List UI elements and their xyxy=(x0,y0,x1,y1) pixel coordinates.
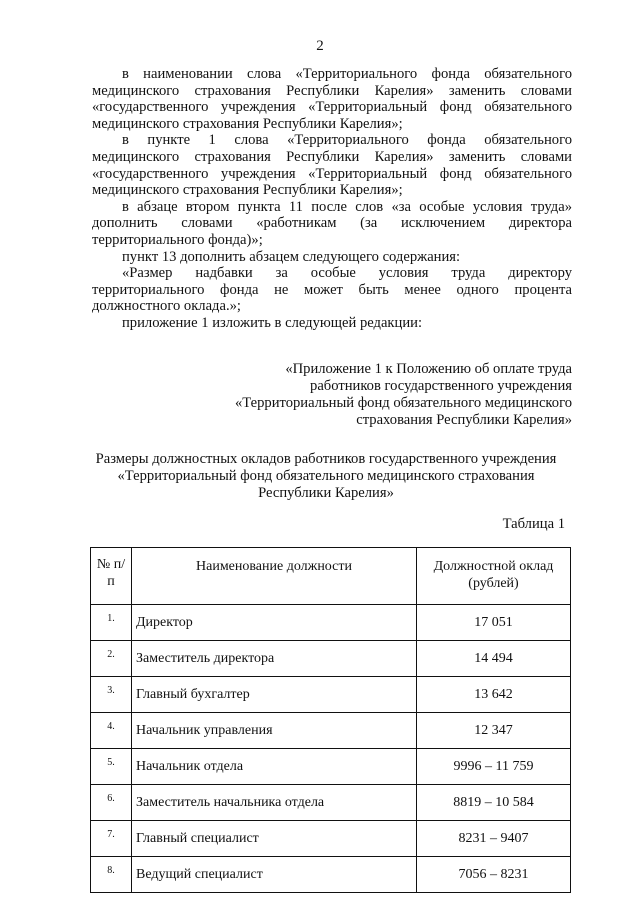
row-number: 3. xyxy=(91,677,132,713)
table-row xyxy=(91,749,571,785)
row-position: Заместитель директора xyxy=(132,641,417,677)
row-salary: 8231 – 9407 xyxy=(417,821,571,857)
row-position: Главный специалист xyxy=(132,821,417,857)
title-line-3: Республики Карелия» xyxy=(258,485,394,501)
row-position: Ведущий специалист xyxy=(132,857,417,893)
row-number: 6. xyxy=(91,785,132,821)
row-position: Начальник управления xyxy=(132,713,417,749)
header-position: Наименование должности xyxy=(132,548,417,605)
appendix-line-3: «Территориальный фонд обязательного медицинского xyxy=(234,395,572,411)
row-number: 2. xyxy=(91,641,132,677)
table-row xyxy=(91,713,571,749)
document-title xyxy=(80,451,572,502)
table-row xyxy=(91,857,571,893)
appendix-line-1: «Приложение 1 к Положению об оплате труда xyxy=(285,361,572,377)
row-number: 4. xyxy=(91,713,132,749)
row-salary: 7056 – 8231 xyxy=(417,857,571,893)
paragraph-2: в пункте 1 слова «Территориального фонда обязательного медицинского страхования Республики Карелия» заменить словами «государственного учреждения «Территориальный фонд обязательного медицинского страхования Республики Карелия»; xyxy=(92,132,572,199)
row-salary: 8819 – 10 584 xyxy=(417,785,571,821)
row-salary: 13 642 xyxy=(417,677,571,713)
table-row xyxy=(91,785,571,821)
paragraph-3: в абзаце втором пункта 11 после слов «за особые условия труда» дополнить словами «работникам (за исключением директора территориального фонда)»; xyxy=(92,198,572,248)
row-position: Начальник отдела xyxy=(132,749,417,785)
row-position: Заместитель начальника отдела xyxy=(132,785,417,821)
paragraph-1: в наименовании слова «Территориального фонда обязательного медицинского страхования Республики Карелия» заменить словами «государственного учреждения «Территориальный фонд обязательного медицинского страхования Республики Карелия»; xyxy=(92,66,572,132)
table-label: Таблица 1 xyxy=(502,516,565,532)
table-row xyxy=(91,821,571,857)
row-salary: 14 494 xyxy=(417,641,571,677)
page-number: 2 xyxy=(316,38,324,54)
row-position: Директор xyxy=(132,605,417,641)
header-salary: Должностной оклад (рублей) xyxy=(417,548,571,605)
row-salary: 9996 – 11 759 xyxy=(417,749,571,785)
row-number: 8. xyxy=(91,857,132,893)
row-number: 5. xyxy=(91,749,132,785)
appendix-line-4: страхования Республики Карелия» xyxy=(356,412,572,428)
paragraph-5: «Размер надбавки за особые условия труда директору территориального фонда не может быть менее одного процента должностного оклада.»; xyxy=(92,265,572,315)
appendix-reference xyxy=(152,361,572,429)
row-salary: 12 347 xyxy=(417,713,571,749)
row-salary: 17 051 xyxy=(417,605,571,641)
table-row xyxy=(91,641,571,677)
paragraph-4: пункт 13 дополнить абзацем следующего содержания: xyxy=(122,248,461,265)
row-number: 1. xyxy=(91,605,132,641)
row-position: Главный бухгалтер xyxy=(132,677,417,713)
paragraph-6: приложение 1 изложить в следующей редакции: xyxy=(122,314,422,331)
table-row xyxy=(91,677,571,713)
title-line-2: «Территориальный фонд обязательного медицинского страхования xyxy=(117,468,535,484)
row-number: 7. xyxy=(91,821,132,857)
table-row xyxy=(91,605,571,641)
table-header-row xyxy=(91,548,571,605)
title-line-1: Размеры должностных окладов работников государственного учреждения xyxy=(95,451,557,467)
header-number: № п/п xyxy=(91,548,132,605)
salary-table xyxy=(90,547,571,893)
amendment-text xyxy=(92,66,572,332)
appendix-line-2: работников государственного учреждения xyxy=(310,378,572,394)
